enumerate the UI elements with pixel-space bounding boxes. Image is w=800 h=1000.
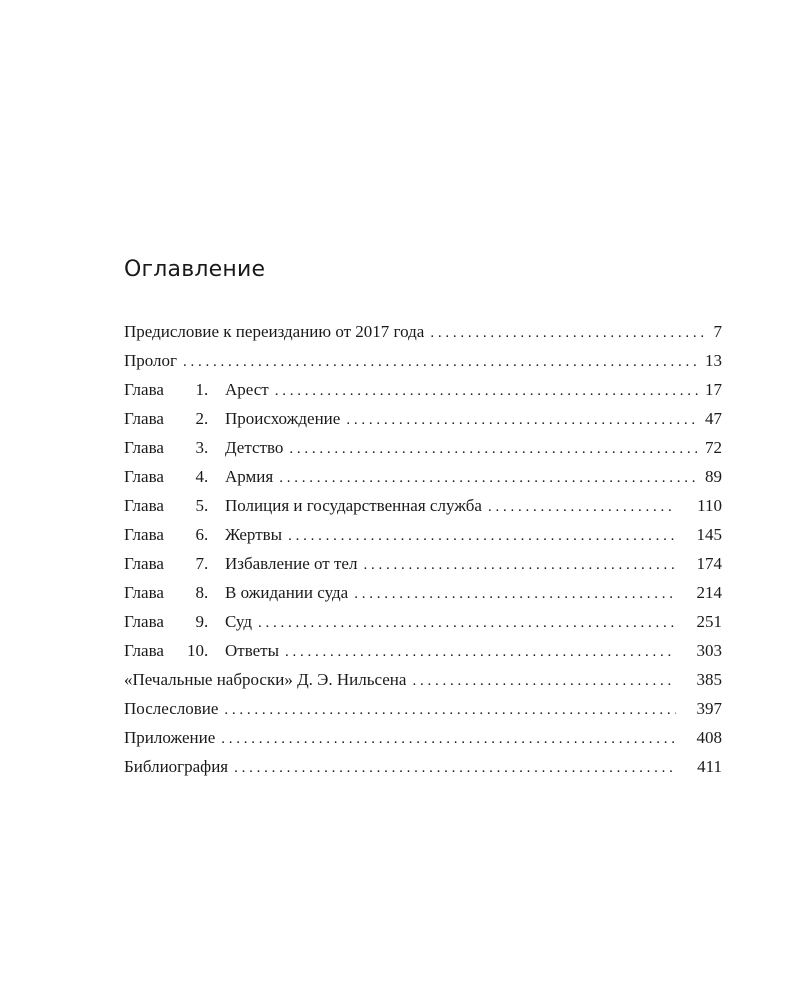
- chapter-number-dot: .: [204, 554, 209, 573]
- toc-entry-title: Предисловие к переизданию от 2017 года: [124, 322, 425, 341]
- toc-entry-title: Послесловие: [124, 699, 219, 718]
- chapter-word: Глава: [124, 467, 164, 486]
- toc-page-number: 397: [696, 699, 722, 718]
- toc-entry-title: Полиция и государственная служба: [225, 496, 482, 515]
- toc-entry-title: «Печальные наброски» Д. Э. Нильсена: [124, 670, 407, 689]
- chapter-word: Глава: [124, 496, 164, 515]
- dot-leader: [289, 435, 699, 464]
- toc-entry[interactable]: [124, 404, 722, 433]
- toc-page-number: 411: [697, 757, 722, 776]
- toc-page-number: 7: [713, 322, 722, 341]
- chapter-number: 8: [195, 583, 204, 602]
- toc-page-number: 89: [705, 467, 722, 486]
- dot-leader: [221, 725, 676, 754]
- toc-entry-title: Суд: [225, 612, 252, 631]
- chapter-number-dot: .: [204, 612, 209, 631]
- dot-leader: [488, 493, 676, 522]
- toc-entry-title: В ожидании суда: [225, 583, 349, 602]
- chapter-number: 10: [187, 641, 204, 660]
- toc-entry[interactable]: [124, 723, 722, 752]
- toc-page-number: 251: [696, 612, 722, 631]
- toc-entry[interactable]: [124, 462, 722, 491]
- dot-leader: [234, 754, 676, 783]
- toc-entry[interactable]: [124, 578, 722, 607]
- chapter-number-dot: .: [204, 380, 209, 399]
- toc-entry-title: Пролог: [124, 351, 178, 370]
- toc-page-number: 174: [696, 554, 722, 573]
- dot-leader: [279, 464, 699, 493]
- dot-leader: [183, 348, 699, 377]
- dot-leader: [363, 551, 676, 580]
- chapter-word: Глава: [124, 525, 164, 544]
- toc-page-number: 303: [696, 641, 722, 660]
- toc-entry[interactable]: [124, 752, 722, 781]
- dot-leader: [288, 522, 676, 551]
- chapter-number-dot: .: [204, 496, 209, 515]
- chapter-number-dot: .: [204, 409, 209, 428]
- toc-entry[interactable]: [124, 491, 722, 520]
- toc-entry-title: Жертвы: [225, 525, 283, 544]
- toc-page-number: 72: [705, 438, 722, 457]
- dot-leader: [275, 377, 699, 406]
- toc-entry-title: Избавление от тел: [225, 554, 358, 573]
- toc-entry[interactable]: [124, 694, 722, 723]
- chapter-number: 6: [195, 525, 204, 544]
- chapter-word: Глава: [124, 380, 164, 399]
- chapter-word: Глава: [124, 554, 164, 573]
- chapter-number: 2: [195, 409, 204, 428]
- chapter-number-dot: .: [204, 438, 209, 457]
- chapter-word: Глава: [124, 583, 164, 602]
- toc-page-number: 110: [697, 496, 722, 515]
- toc-page-number: 145: [696, 525, 722, 544]
- toc-entry[interactable]: [124, 665, 722, 694]
- toc-entry[interactable]: [124, 375, 722, 404]
- chapter-number-dot: .: [204, 583, 209, 602]
- dot-leader: [354, 580, 676, 609]
- toc-entry-title: Арест: [225, 380, 269, 399]
- dot-leader: [258, 609, 676, 638]
- dot-leader: [412, 667, 676, 696]
- table-of-contents: [124, 317, 722, 781]
- chapter-number-dot: .: [204, 525, 209, 544]
- dot-leader: [285, 638, 676, 667]
- chapter-number: 9: [195, 612, 204, 631]
- toc-entry-title: Библиография: [124, 757, 229, 776]
- chapter-number: 7: [195, 554, 204, 573]
- toc-page-number: 13: [705, 351, 722, 370]
- chapter-number: 5: [195, 496, 204, 515]
- toc-entry-title: Детство: [225, 438, 284, 457]
- chapter-number: 3: [195, 438, 204, 457]
- toc-entry[interactable]: [124, 433, 722, 462]
- toc-page-number: 385: [696, 670, 722, 689]
- dot-leader: [346, 406, 699, 435]
- toc-entry-title: Армия: [225, 467, 274, 486]
- chapter-number: 1: [195, 380, 204, 399]
- toc-page-number: 214: [696, 583, 722, 602]
- page-title: Оглавление: [124, 257, 266, 282]
- chapter-number-dot: .: [204, 467, 209, 486]
- toc-entry[interactable]: [124, 346, 722, 375]
- dot-leader: [224, 696, 676, 725]
- toc-page-number: 408: [696, 728, 722, 747]
- dot-leader: [430, 319, 707, 348]
- chapter-word: Глава: [124, 641, 164, 660]
- toc-page-number: 47: [705, 409, 722, 428]
- toc-page-number: 17: [705, 380, 722, 399]
- chapter-word: Глава: [124, 438, 164, 457]
- toc-entry-title: Приложение: [124, 728, 216, 747]
- toc-entry[interactable]: [124, 520, 722, 549]
- chapter-number: 4: [195, 467, 204, 486]
- chapter-word: Глава: [124, 409, 164, 428]
- toc-entry[interactable]: [124, 549, 722, 578]
- toc-entry[interactable]: [124, 607, 722, 636]
- chapter-number-dot: .: [204, 641, 209, 660]
- toc-entry-title: Ответы: [225, 641, 280, 660]
- toc-entry[interactable]: [124, 317, 722, 346]
- chapter-word: Глава: [124, 612, 164, 631]
- toc-entry[interactable]: [124, 636, 722, 665]
- toc-entry-title: Происхождение: [225, 409, 341, 428]
